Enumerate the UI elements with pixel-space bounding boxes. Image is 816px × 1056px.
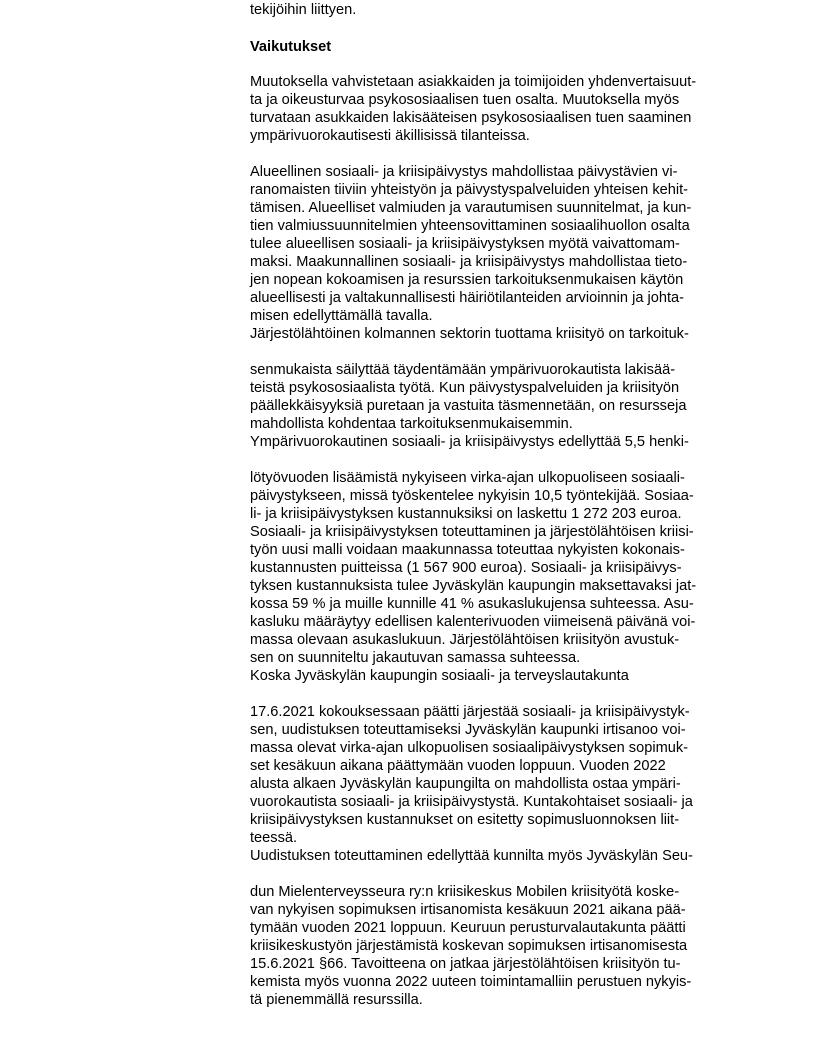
text-line: Uudistuksen toteuttaminen edellyttää kunnilta myös Jyväskylän Seu- [250,848,693,864]
text-line: tien valmiussuunnitelmien yhteensovittaminen sosiaalihuollon osalta [250,218,690,234]
text-line: sen, uudistuksen toteuttamiseksi Jyväskylän kaupunki irtisanoo voi- [250,722,686,738]
text-line: Muutoksella vahvistetaan asiakkaiden ja toimijoiden yhdenvertaisuut- [250,74,697,90]
text-line: tulee alueellisen sosiaali- ja kriisipäivystyksen myötä vaivattomam- [250,236,680,252]
text-line: kemista myös vuonna 2022 uuteen toimintamalliin perustuen nykyis- [250,974,692,990]
text-line: teistä psykososiaalista työtä. Kun päivystyspalveluiden ja kriisityön [250,380,680,396]
section-heading: Vaikutukset [250,39,332,55]
text-line: kriisipäivystyksen kustannukset on esitetty sopimusluonnoksen liit- [250,812,680,828]
text-line: päivystykseen, missä työskentelee nykyisin 10,5 työntekijää. Sosiaa- [250,488,694,504]
text-line: Alueellinen sosiaali- ja kriisipäivystys mahdollistaa päivystävien vi- [250,164,678,180]
text-line: tekijöihin liittyen. [250,2,357,18]
text-line: set kesäkuun aikana päättymään vuoden loppuun. Vuoden 2022 [250,758,666,774]
text-line: massa olevaan asukaslukuun. Järjestölähtöisen kriisityön avustuk- [250,632,680,648]
text-line: turvataan asukkaiden lakisääteisen psykososiaalisen tuen saaminen [250,110,692,126]
text-line: kossa 59 % ja muille kunnille 41 % asukaslukujensa suhteessa. Asu- [250,596,694,612]
text-line: ranomaisten tiiviin yhteistyön ja päivystyspalveluiden yhteisen kehit- [250,182,689,198]
text-line: dun Mielenterveysseura ry:n kriisikeskus Mobilen kriisityötä koske- [250,884,680,900]
text-line: tyksen kustannuksista tulee Jyväskylän kaupungin maksettavaksi jat- [250,578,697,594]
text-line: misen edellyttämällä tavalla. [250,308,433,324]
text-line: teessä. [250,830,298,846]
text-line: maksi. Maakunnallinen sosiaali- ja kriisipäivystys mahdollistaa tieto- [250,254,688,270]
text-line: tä pienemmällä resurssilla. [250,992,423,1008]
text-line: sen on suunniteltu jakautuvan samassa suhteessa. [250,650,581,666]
text-line: ta ja oikeusturvaa psykososiaalisen tuen osalta. Muutoksella myös [250,92,680,108]
text-line: mahdollista kohdentaa tarkoituksenmukaisemmin. [250,416,573,432]
text-line: tämisen. Alueelliset valmiuden ja varautumisen suunnitelmat, ja kun- [250,200,692,216]
text-line: kasluku määräytyy edellisen kalenterivuoden viimeisenä päivänä voi- [250,614,696,630]
text-line: li- ja kriisipäivystyksen kustannuksiksi on laskettu 1 272 203 euroa. [250,506,682,522]
text-line: työn uusi malli voidaan maakunnassa toteuttaa nykyisten kokonais- [250,542,685,558]
text-line: alusta alkaen Jyväskylän kaupungilta on mahdollista ostaa ympäri- [250,776,681,792]
text-line: lötyövuoden lisäämistä nykyiseen virka-ajan ulkopuoliseen sosiaali- [250,470,685,486]
text-line: massa olevat virka-ajan ulkopuolisen sosiaalipäivystyksen sopimuk- [250,740,689,756]
text-line: 17.6.2021 kokouksessaan päätti järjestää sosiaali- ja kriisipäivystyk- [250,704,690,720]
text-line: alueellisesti ja valtakunnallisesti häiriötilanteiden arvioinnin ja johta- [250,290,685,306]
text-line: vuorokautista sosiaali- ja kriisipäivystystä. Kuntakohtaiset sosiaali- ja [250,794,693,810]
text-line: tymään vuoden 2021 loppuun. Keuruun perusturvalautakunta päätti [250,920,686,936]
text-line: Järjestölähtöinen kolmannen sektorin tuottama kriisityö on tarkoituk- [250,326,689,342]
text-line: ympärivuorokautisesti äkillisissä tilanteissa. [250,128,530,144]
text-line: senmukaista säilyttää täydentämään ympärivuorokautista lakisää- [250,362,676,378]
text-line: Koska Jyväskylän kaupungin sosiaali- ja terveyslautakunta [250,668,629,684]
text-line: Sosiaali- ja kriisipäivystyksen toteuttaminen ja järjestölähtöisen kriisi- [250,524,694,540]
text-line: kriisikeskustyön järjestämistä koskevan sopimuksen irtisanomisesta [250,938,688,954]
text-line: 15.6.2021 §66. Tavoitteena on jatkaa järjestölähtöisen kriisityön tu- [250,956,681,972]
text-line: van nykyisen sopimuksen irtisanomista kesäkuun 2021 aikana pää- [250,902,686,918]
text-line: Ympärivuorokautinen sosiaali- ja kriisipäivystys edellyttää 5,5 henki- [250,434,689,450]
text-line: päällekkäisyyksiä puretaan ja vastuita täsmennetään, on resursseja [250,398,687,414]
text-line: kustannusten puitteissa (1 567 900 euroa). Sosiaali- ja kriisipäivys- [250,560,682,576]
text-line: jen nopean kokoamisen ja resurssien tarkoituksenmukaisen käytön [250,272,684,288]
